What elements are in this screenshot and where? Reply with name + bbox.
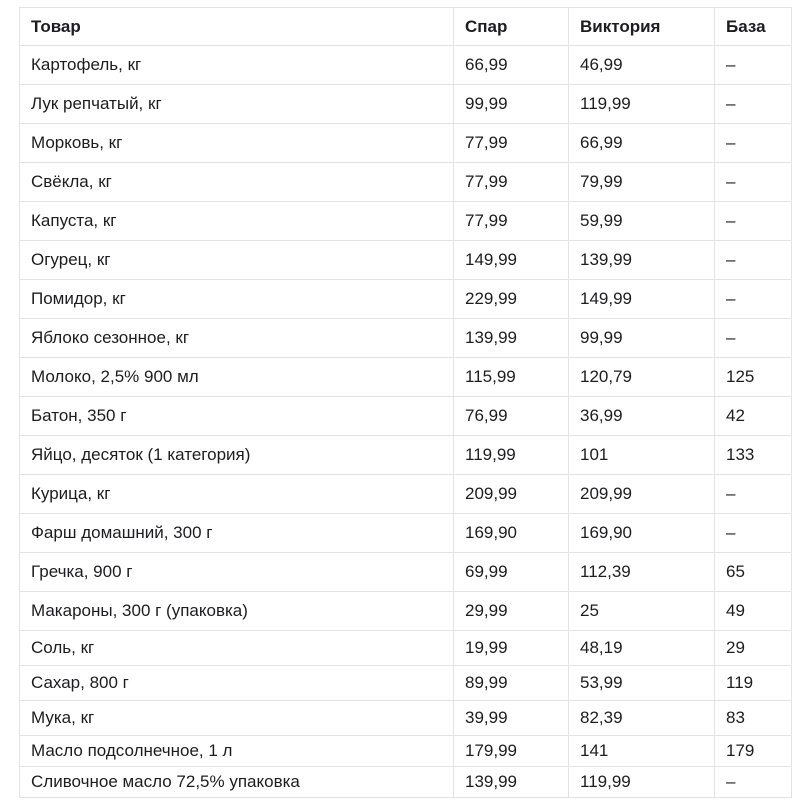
- cell-baza: –: [715, 46, 792, 85]
- table-row: [20, 767, 792, 798]
- table-row: [20, 163, 792, 202]
- cell-spar: 229,99: [454, 280, 569, 319]
- cell-victoria: 25: [569, 592, 715, 631]
- cell-baza: 83: [715, 701, 792, 736]
- cell-product: Батон, 350 г: [20, 397, 454, 436]
- cell-baza: 29: [715, 631, 792, 666]
- table-row: [20, 397, 792, 436]
- table-row: [20, 124, 792, 163]
- header-row: [20, 8, 792, 46]
- cell-spar: 77,99: [454, 124, 569, 163]
- cell-product: Свёкла, кг: [20, 163, 454, 202]
- cell-spar: 76,99: [454, 397, 569, 436]
- cell-victoria: 53,99: [569, 666, 715, 701]
- cell-spar: 77,99: [454, 163, 569, 202]
- cell-victoria: 46,99: [569, 46, 715, 85]
- cell-spar: 69,99: [454, 553, 569, 592]
- cell-victoria: 79,99: [569, 163, 715, 202]
- cell-victoria: 141: [569, 736, 715, 767]
- table-row: [20, 358, 792, 397]
- table-header: [20, 8, 792, 46]
- cell-product: Фарш домашний, 300 г: [20, 514, 454, 553]
- cell-baza: –: [715, 475, 792, 514]
- cell-product: Яблоко сезонное, кг: [20, 319, 454, 358]
- cell-victoria: 119,99: [569, 767, 715, 798]
- table-row: [20, 514, 792, 553]
- cell-baza: 179: [715, 736, 792, 767]
- cell-product: Масло подсолнечное, 1 л: [20, 736, 454, 767]
- cell-spar: 115,99: [454, 358, 569, 397]
- header-spar: Спар: [454, 8, 569, 46]
- cell-victoria: 139,99: [569, 241, 715, 280]
- table-row: [20, 592, 792, 631]
- table-row: [20, 475, 792, 514]
- cell-victoria: 59,99: [569, 202, 715, 241]
- cell-baza: 49: [715, 592, 792, 631]
- table-row: [20, 46, 792, 85]
- cell-baza: 133: [715, 436, 792, 475]
- cell-victoria: 82,39: [569, 701, 715, 736]
- cell-baza: –: [715, 241, 792, 280]
- cell-product: Помидор, кг: [20, 280, 454, 319]
- cell-victoria: 48,19: [569, 631, 715, 666]
- cell-spar: 39,99: [454, 701, 569, 736]
- price-comparison-table: [19, 7, 792, 798]
- cell-spar: 29,99: [454, 592, 569, 631]
- cell-spar: 169,90: [454, 514, 569, 553]
- cell-baza: –: [715, 767, 792, 798]
- table-row: [20, 202, 792, 241]
- cell-product: Молоко, 2,5% 900 мл: [20, 358, 454, 397]
- cell-baza: –: [715, 163, 792, 202]
- cell-spar: 19,99: [454, 631, 569, 666]
- cell-baza: –: [715, 85, 792, 124]
- table-row: [20, 736, 792, 767]
- table-row: [20, 701, 792, 736]
- cell-spar: 66,99: [454, 46, 569, 85]
- cell-product: Сахар, 800 г: [20, 666, 454, 701]
- cell-victoria: 101: [569, 436, 715, 475]
- cell-spar: 139,99: [454, 319, 569, 358]
- cell-victoria: 99,99: [569, 319, 715, 358]
- cell-spar: 77,99: [454, 202, 569, 241]
- cell-product: Лук репчатый, кг: [20, 85, 454, 124]
- cell-victoria: 66,99: [569, 124, 715, 163]
- cell-victoria: 119,99: [569, 85, 715, 124]
- cell-baza: 65: [715, 553, 792, 592]
- table-row: [20, 85, 792, 124]
- cell-spar: 179,99: [454, 736, 569, 767]
- table-body: [20, 46, 792, 798]
- cell-product: Гречка, 900 г: [20, 553, 454, 592]
- cell-spar: 119,99: [454, 436, 569, 475]
- cell-product: Морковь, кг: [20, 124, 454, 163]
- cell-product: Картофель, кг: [20, 46, 454, 85]
- cell-victoria: 36,99: [569, 397, 715, 436]
- cell-victoria: 169,90: [569, 514, 715, 553]
- cell-product: Соль, кг: [20, 631, 454, 666]
- header-victoria: Виктория: [569, 8, 715, 46]
- cell-baza: 119: [715, 666, 792, 701]
- cell-baza: –: [715, 319, 792, 358]
- table-row: [20, 280, 792, 319]
- cell-product: Яйцо, десяток (1 категория): [20, 436, 454, 475]
- cell-victoria: 112,39: [569, 553, 715, 592]
- cell-baza: –: [715, 280, 792, 319]
- table-row: [20, 241, 792, 280]
- cell-product: Сливочное масло 72,5% упаковка: [20, 767, 454, 798]
- cell-product: Огурец, кг: [20, 241, 454, 280]
- table-row: [20, 666, 792, 701]
- header-baza: База: [715, 8, 792, 46]
- cell-victoria: 149,99: [569, 280, 715, 319]
- cell-product: Курица, кг: [20, 475, 454, 514]
- cell-victoria: 209,99: [569, 475, 715, 514]
- cell-baza: 125: [715, 358, 792, 397]
- table-row: [20, 553, 792, 592]
- cell-baza: –: [715, 124, 792, 163]
- cell-product: Макароны, 300 г (упаковка): [20, 592, 454, 631]
- cell-victoria: 120,79: [569, 358, 715, 397]
- cell-spar: 149,99: [454, 241, 569, 280]
- table-row: [20, 631, 792, 666]
- cell-spar: 89,99: [454, 666, 569, 701]
- cell-baza: –: [715, 514, 792, 553]
- cell-product: Мука, кг: [20, 701, 454, 736]
- cell-spar: 99,99: [454, 85, 569, 124]
- cell-baza: –: [715, 202, 792, 241]
- cell-spar: 209,99: [454, 475, 569, 514]
- table-row: [20, 436, 792, 475]
- header-product: Товар: [20, 8, 454, 46]
- cell-product: Капуста, кг: [20, 202, 454, 241]
- table-row: [20, 319, 792, 358]
- cell-baza: 42: [715, 397, 792, 436]
- cell-spar: 139,99: [454, 767, 569, 798]
